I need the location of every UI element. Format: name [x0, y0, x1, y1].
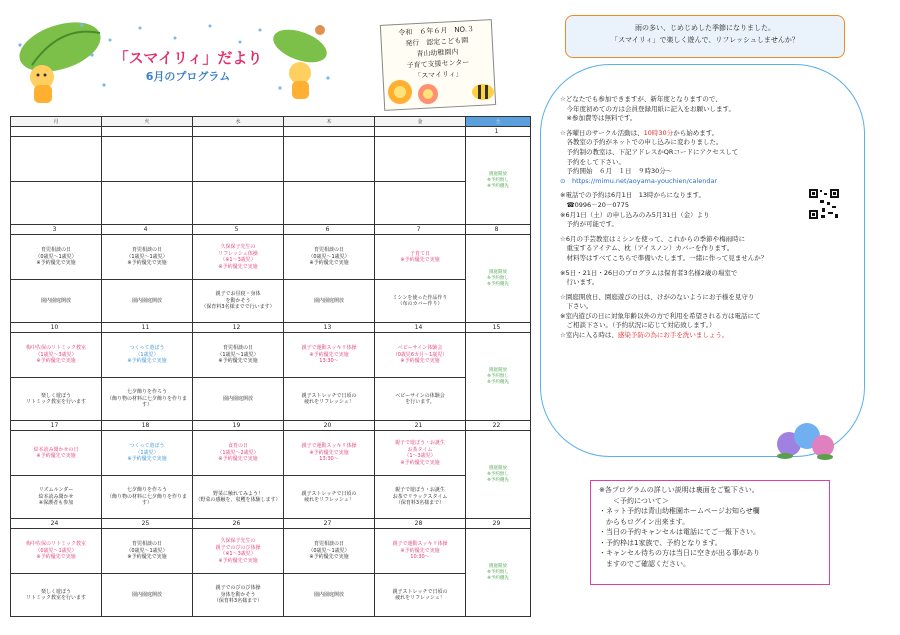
notice-registration: [560, 95, 855, 124]
notice-line: ※6月1日（土）の申し込みのみ5月31日（金）より: [560, 210, 710, 219]
date-number: [102, 127, 193, 137]
program-description: 園内園庭開放: [313, 297, 344, 304]
program-detail-row: [11, 182, 531, 225]
program-detail-row: [11, 378, 531, 421]
program-detail-cell: [193, 182, 284, 225]
program-cell: [284, 333, 375, 378]
notice-line: ※電話での予約は6月1日 13時からになります。: [560, 191, 705, 200]
reservation-link[interactable]: ⊙ https://mimu.net/aoyama-youchien/calendar: [560, 176, 718, 185]
program-title: 育児相談の日 （0歳児～1歳児） ※予約優先で実施: [126, 541, 168, 561]
notice-text: [560, 95, 855, 346]
detail-line: からもログイン出来ます。: [599, 517, 690, 526]
program-detail-cell: [102, 574, 193, 617]
program-detail-cell: [284, 280, 375, 323]
program-detail-cell: [11, 280, 102, 323]
garden-open-label: 園庭開放 ※予約無し ※予約優先: [487, 171, 509, 189]
notice-text-span: から始めます。: [673, 128, 719, 137]
detail-line: ・キャンセル待ちの方は当日に空きが出る事があり: [599, 549, 760, 557]
program-detail-row: [11, 574, 531, 617]
qr-code-icon[interactable]: [808, 188, 840, 220]
program-title: ベビーサイン体験会 （0歳児6カ月～1歳児） ※予約優先で実施: [392, 345, 448, 365]
program-detail-cell: [11, 476, 102, 519]
program-description: 園内園庭開放: [40, 297, 71, 304]
program-description: 園内園庭開放: [313, 591, 344, 598]
date-number: 5: [193, 225, 284, 235]
program-row: [11, 529, 531, 574]
date-row: [11, 127, 531, 137]
program-detail-cell: [375, 280, 466, 323]
detail-line: ますのでご確認ください。: [599, 559, 690, 568]
program-detail-row: [11, 476, 531, 519]
program-cell: [102, 431, 193, 476]
program-title: 久保保子先生の リフレッシュ体操 （※1～3歳児） ※予約優先で実施: [218, 244, 258, 270]
weekday-tuesday: 火: [102, 117, 193, 127]
notice-safety: [560, 293, 855, 341]
program-title: 親子で運動スッキリ体操 ※予約優先で実施 13:30～: [301, 345, 357, 365]
weekday-header-row: [11, 117, 531, 127]
program-detail-cell: [375, 574, 466, 617]
date-number: [284, 127, 375, 137]
date-row: [11, 519, 531, 529]
notice-line: ※5日・21日・26日のプログラムは保育者3名様2歳の場室で: [560, 268, 738, 277]
leaf-umbrella-child-illustration: [12, 15, 112, 107]
program-cell: [11, 333, 102, 378]
program-description: ベビーサインの体験会 を行います。: [395, 392, 445, 405]
program-title: 久保保子先生の 親子でのびのび体操 （※1～3歳児） ※予約優先で実施: [215, 538, 261, 564]
date-number: [375, 127, 466, 137]
hand-wash-highlight: 感染予防の為にお手を洗いましょう。: [617, 331, 729, 340]
garden-open-label: 園庭開放 ※予約無し ※予約優先: [487, 465, 509, 483]
program-detail-cell: [193, 280, 284, 323]
notice-circle-time: [560, 129, 855, 187]
program-description: 親子でお昼寝・身体 を動かそう （保育料3名様までで行います）: [201, 291, 275, 311]
date-number: 29: [466, 519, 531, 529]
garden-open-label: 園庭開放 ※予約無し ※予約優先: [487, 563, 509, 581]
notice-line: ※室内遊びの日に対象年齢以外の方で利用を希望される方は電話にて: [560, 311, 761, 320]
program-title: つくって遊ぼう （1歳児） ※予約優先で実施: [127, 345, 167, 365]
date-number: 27: [284, 519, 375, 529]
program-cell: [375, 529, 466, 574]
notice-line: 予約制の教室は、下記アドレスかQRコードにアクセスして: [560, 147, 739, 156]
program-cell: [375, 137, 466, 182]
program-detail-cell: [284, 182, 375, 225]
program-description: リズムルンダー 絵本読み聞かせ ※保護者も参加: [38, 487, 74, 507]
program-cell: [193, 333, 284, 378]
program-description: 親子ストレッチで日頃の 疲れをリフレッシュ！: [392, 588, 448, 601]
program-cell: [11, 235, 102, 280]
date-number: 10: [11, 323, 102, 333]
program-description: 園内園庭開放: [131, 591, 162, 598]
saturday-garden-open-cell: [466, 235, 531, 323]
program-cell: [284, 137, 375, 182]
program-detail-cell: [193, 574, 284, 617]
program-detail-cell: [193, 476, 284, 519]
newsletter-subtitle: 6月のプログラム: [145, 70, 231, 83]
program-cell: [375, 333, 466, 378]
program-title: 親子で運動スッキリ体操 ※予約優先で実施 13:30～: [301, 443, 357, 463]
date-number: 13: [284, 323, 375, 333]
notice-text-span: ☆室内に入る時は、: [560, 331, 618, 340]
garden-open-label: 園庭開放 ※予約無し ※予約優先: [487, 367, 509, 385]
date-number: 21: [375, 421, 466, 431]
program-cell: [11, 431, 102, 476]
program-description: 園内園庭開放: [131, 297, 162, 304]
saturday-garden-open-cell: [466, 333, 531, 421]
weekday-friday: 金: [375, 117, 466, 127]
program-title: 親子で遊ぼう・お誕生 お茶タイム （1～3歳児） ※予約優先で実施: [394, 440, 445, 466]
notice-line: [560, 331, 855, 341]
newsletter-title: 「スマイリィ」だより: [113, 49, 263, 67]
start-time-highlight: 10時30分: [643, 128, 674, 137]
program-detail-cell: [375, 378, 466, 421]
program-description: 親子で遊ぼう・お誕生 お茶でリラックスタイム （保育料3名様まで）: [392, 487, 448, 507]
notice-text-span: ☆各曜日のサークル活動は、: [560, 128, 644, 137]
detail-line: ・ネット予約は青山幼稚園ホームページお知らせ欄: [599, 507, 760, 515]
program-detail-row: [11, 280, 531, 323]
notice-line: 各教室の予約がネットでの申し込みに変わりました。: [560, 138, 723, 147]
date-number: 18: [102, 421, 193, 431]
date-number: [11, 127, 102, 137]
program-detail-cell: [11, 378, 102, 421]
notice-line: 今年度初めての方は会員登録用紙に記入をお願いします。: [560, 104, 735, 113]
saturday-garden-open-cell: [466, 137, 531, 225]
detail-line: ＜予約について＞: [599, 496, 669, 505]
program-cell: [375, 235, 466, 280]
notice-line: 予約開始 ６月 １日 ９時30分～: [560, 167, 673, 176]
program-detail-cell: [102, 182, 193, 225]
greeting-line: 雨の多い、じめじめした季節になりました。: [635, 24, 775, 32]
notice-craft: [560, 235, 855, 264]
program-cell: [102, 529, 193, 574]
program-row: [11, 235, 531, 280]
program-cell: [11, 529, 102, 574]
program-cell: [193, 235, 284, 280]
program-detail-cell: [375, 182, 466, 225]
program-description: 楽しく遊ぼう リトミック教室を行います: [26, 588, 86, 601]
date-row: [11, 225, 531, 235]
program-cell: [102, 137, 193, 182]
date-number: 20: [284, 421, 375, 431]
date-number: 17: [11, 421, 102, 431]
rain-drops-decoration: [100, 20, 270, 50]
issue-info-line: 令和 ６年６月 NO.３: [398, 25, 475, 38]
detail-line: ※各プログラムの詳しい説明は裏面をご覧下さい。: [599, 486, 759, 494]
program-title: 育児相談の日 （0歳児～1歳児） ※予約優先で実施: [35, 247, 77, 267]
saturday-garden-open-cell: [466, 529, 531, 617]
program-description: 親子ストレッチで日頃の 疲れをリフレッシュ！: [301, 392, 357, 405]
notice-line: 予約が可能です。: [560, 220, 618, 229]
program-title: 梅中佐保のリトミック教室 （0歳児～1歳児） ※予約優先で実施: [26, 541, 86, 561]
weekday-monday: 月: [11, 117, 102, 127]
program-detail-cell: [193, 378, 284, 421]
weekday-thursday: 木: [284, 117, 375, 127]
greeting-line: 「スマイリィ」で楽しく遊んで、リフレッシュしませんか？: [611, 36, 799, 44]
program-cell: [193, 137, 284, 182]
notice-line: ☎0996－20－0775: [560, 200, 629, 209]
date-number: 28: [375, 519, 466, 529]
june-program-calendar: [10, 116, 531, 617]
program-cell: [102, 235, 193, 280]
program-row: [11, 431, 531, 476]
notice-line: ☆6月の手芸教室はミシンを使って、これからの季節や梅雨時に: [560, 234, 746, 243]
notice-line: [560, 129, 855, 139]
program-cell: [11, 137, 102, 182]
program-description: 七夕飾りを作ろう （飾り物の材料に七夕飾りを作ります）: [106, 389, 187, 409]
program-detail-cell: [11, 182, 102, 225]
date-number: 12: [193, 323, 284, 333]
date-number: 4: [102, 225, 193, 235]
notice-line: ☆園庭開放日、園庭遊びの日は、けがのないようにお子様を見守り: [560, 292, 755, 301]
detail-line: ・予約枠は1家族で、予約となります。: [599, 538, 722, 547]
program-description: 楽しく遊ぼう リトミック教室を行います: [26, 392, 86, 405]
date-row: [11, 421, 531, 431]
program-title: 育児相談の日 （1歳児～1歳児） ※予約優先で実施: [126, 247, 168, 267]
issue-info-line: 「スマイリィ」: [414, 69, 463, 81]
program-title: 親子で運動スッキリ体操 ※予約優先で実施 10:30～: [392, 541, 448, 561]
date-number: 25: [102, 519, 193, 529]
date-number: 19: [193, 421, 284, 431]
program-detail-cell: [102, 476, 193, 519]
program-title: 食育の日 （1歳児～2歳児） ※予約優先で実施: [217, 443, 259, 463]
date-number: 14: [375, 323, 466, 333]
date-number: 7: [375, 225, 466, 235]
program-detail-cell: [375, 476, 466, 519]
program-description: 親子ストレッチで日頃の 疲れをリフレッシュ！: [301, 490, 357, 503]
date-number: 15: [466, 323, 531, 333]
date-row: [11, 323, 531, 333]
program-description: 園内園庭開放: [222, 395, 253, 402]
date-number: 22: [466, 421, 531, 431]
garden-open-label: 園庭開放 ※予約無し ※予約優先: [487, 269, 509, 287]
program-cell: [284, 431, 375, 476]
snail-child-illustration: [270, 18, 335, 106]
weekday-wednesday: 水: [193, 117, 284, 127]
program-cell: [284, 235, 375, 280]
notice-line: 下さい。: [560, 302, 593, 311]
program-title: 梅中佐保のリトミック教室 （1歳児～3歳児） ※予約優先で実施: [26, 345, 86, 365]
date-number: 3: [11, 225, 102, 235]
program-description: 七夕飾りを作ろう （飾り物の材料に七夕飾りを作ります）: [106, 487, 187, 507]
program-cell: [284, 529, 375, 574]
date-number: 8: [466, 225, 531, 235]
program-row: [11, 333, 531, 378]
program-description: 親子でのびのび体操 身体を動かそう （保育料3名様まで）: [213, 585, 263, 605]
program-title: 子育て日 ※予約優先で実施: [400, 250, 440, 263]
notice-line: ご相談下さい。（予約状況に応じて対応致します。）: [560, 321, 716, 330]
date-number: 6: [284, 225, 375, 235]
program-cell: [193, 431, 284, 476]
program-description: 野菜に触れてみよう！ （野菜の感触を、収穫を体験します）: [195, 490, 281, 503]
program-title: 育児相談の日 （0歳児～1歳児） ※予約優先で実施: [308, 247, 350, 267]
notice-line: 予約をして下さい。: [560, 157, 625, 166]
reservation-details-box: [590, 480, 830, 585]
program-cell: [102, 333, 193, 378]
notice-room: [560, 269, 855, 288]
date-number: 11: [102, 323, 193, 333]
program-cell: [193, 529, 284, 574]
issue-info-line: 発行 認定こども園: [405, 36, 469, 48]
notice-line: 重宝するアイテム、枕（アイスノン）カバーを作ります。: [560, 244, 734, 253]
program-title: つくって遊ぼう （1歳児） ※予約優先で実施: [127, 443, 167, 463]
season-greeting-banner: [565, 15, 845, 58]
weekday-saturday: 土: [466, 117, 531, 127]
program-detail-cell: [102, 378, 193, 421]
program-row: [11, 137, 531, 182]
program-cell: [375, 431, 466, 476]
notice-line: ☆どなたでも参加できますが、新年度となりますので、: [560, 95, 722, 103]
flower-bee-illustration: [378, 64, 508, 112]
notice-line: 材料等はすべてこちらで準備いたします。一緒に作って見ませんか？: [560, 253, 768, 262]
program-title: 育児相談の日 （1歳児～1歳児） ※予約優先で実施: [217, 345, 259, 365]
detail-line: ・当日の予約キャンセルは電話にてご一報下さい。: [599, 528, 760, 536]
notice-line: 行います。: [560, 278, 599, 287]
program-detail-cell: [284, 378, 375, 421]
notice-line: ※参加費等は無料です。: [560, 114, 637, 123]
program-title: 育児相談の日 （0歳児～1歳児） ※予約優先で実施: [308, 541, 350, 561]
hydrangea-illustration: [775, 418, 835, 460]
program-detail-cell: [284, 574, 375, 617]
saturday-garden-open-cell: [466, 431, 531, 519]
program-detail-cell: [284, 476, 375, 519]
issue-info-line: 子育て支援センター: [406, 58, 470, 70]
program-description: ミシンを使った作品作り （布のカバー作り）: [392, 294, 448, 307]
date-number: 1: [466, 127, 531, 137]
date-number: 26: [193, 519, 284, 529]
date-number: 24: [11, 519, 102, 529]
program-title: 絵本読み聞かせの日 ※予約優先で実施: [33, 446, 79, 459]
issue-info-line: 青山幼稚園内: [416, 47, 459, 59]
date-number: [193, 127, 284, 137]
program-detail-cell: [11, 574, 102, 617]
program-detail-cell: [102, 280, 193, 323]
